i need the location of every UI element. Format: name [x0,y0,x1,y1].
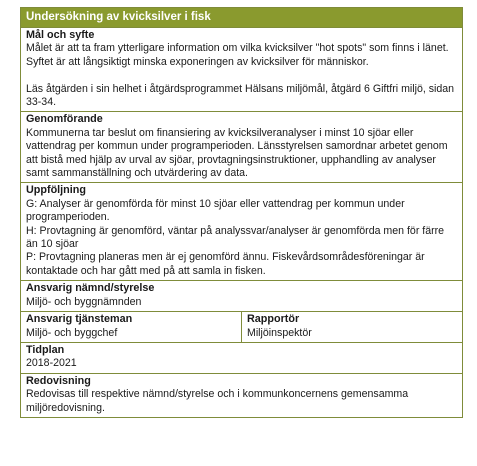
action-table [20,7,463,418]
table-title: Undersökning av kvicksilver i fisk [26,11,211,23]
uppfoljning-g: G: Analyser är genomförda för minst 10 sjöar eller vattendrag per kommun under programperioden. [26,197,405,224]
section-title-redovisning: Redovisning [26,374,91,387]
rapportor-value: Miljöinspektör [247,326,312,339]
paragraph-spacer [26,69,457,82]
table-header [21,8,462,27]
section-tidplan [21,342,462,373]
uppfoljning-p: P: Provtagning planeras men är ej genomförd ännu. Fiskevårdsområdesföreningar är kontaktade och har gått med på att samla in fisken. [26,251,425,277]
tidplan-value: 2018-2021 [26,357,77,370]
section-title-ansvarig-tjansteman: Ansvarig tjänsteman [26,313,133,326]
section-rapportor [242,312,462,342]
section-ansvarig-tjansteman [21,312,242,342]
section-title-genomforande: Genomförande [26,113,103,126]
section-title-ansvarig-namnd: Ansvarig nämnd/styrelse [26,282,155,295]
ansvarig-namnd-value: Miljö- och byggnämnden [26,295,142,308]
responsibility-row [21,311,462,342]
ansvarig-tjansteman-value: Miljö- och byggchef [26,326,118,339]
section-ansvarig-namnd [21,280,462,311]
section-redovisning [21,373,462,417]
mal-och-syfte-reference: Läs åtgärden i sin helhet i åtgärdsprogrammet Hälsans miljömål, åtgärd 6 Giftfri miljö, sidan 33-34. [26,82,455,109]
section-title-rapportor: Rapportör [247,313,300,326]
uppfoljning-h: H: Provtagning är genomförd, väntar på analyssvar/analyser är genomförda men för färre än 10 sjöar [26,224,445,251]
section-title-uppfoljning: Uppföljning [26,184,86,197]
section-title-mal-och-syfte: Mål och syfte [26,29,95,41]
section-title-tidplan: Tidplan [26,343,65,356]
section-mal-och-syfte [21,27,462,111]
section-genomforande [21,111,462,182]
redovisning-value: Redovisas till respektive nämnd/styrelse och i kommunkoncernens gemensamma miljöredovisning. [26,388,409,414]
section-uppfoljning [21,182,462,280]
mal-och-syfte-text: Målet är att ta fram ytterligare information om vilka kvicksilver "hot spots" som finns i länet. Syftet är att långsiktigt minska exponeringen av kvicksilver för människor. [26,42,449,68]
genomforande-text: Kommunerna tar beslut om finansiering av kvicksilveranalyser i minst 10 sjöar eller vattendrag per kommun under programperioden. Länsstyrelsen samordnar arbetet genom att bistå med hjälp av urval av sjöar, provtagningsinstruktioner, upphandling av analyser samt sammanställning och utvärdering av data. [26,126,448,180]
